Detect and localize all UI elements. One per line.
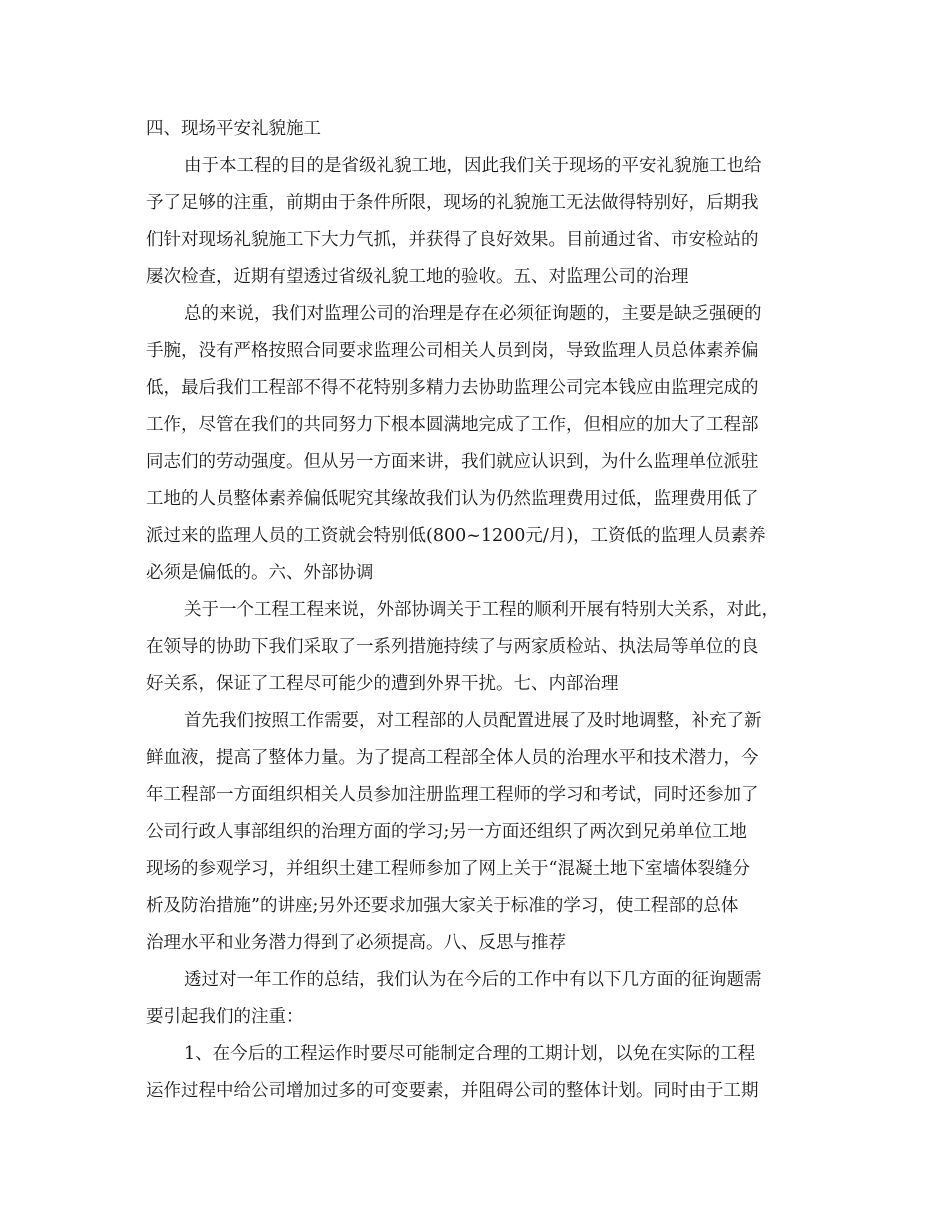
list-item-line: 运作过程中给公司增加过多的可变要素，并阻碍公司的整体计划。同时由于工期 [146,1081,759,1101]
paragraph-line: 予了足够的注重，前期由于条件所限，现场的礼貌施工无法做得特别好，后期我 [146,193,759,213]
list-item-line: 1、在今后的工程运作时要尽可能制定合理的工期计划，以免在实际的工程 [184,1044,756,1064]
paragraph-line: 关于一个工程工程来说，外部协调关于工程的顺利开展有特别大关系，对此， [184,600,779,620]
paragraph-line: 派过来的监理人员的工资就会特别低(800~1200元/月)，工资低的监理人员素养 [146,526,766,546]
paragraph-line: 由于本工程的目的是省级礼貌工地，因此我们关于现场的平安礼貌施工也给 [184,156,762,176]
paragraph-line: 鲜血液，提高了整体力量。为了提高工程部全体人员的治理水平和技术潜力，今 [146,748,759,768]
paragraph-line: 析及防治措施”的讲座;另外还要求加强大家关于标准的学习，使工程部的总体 [146,896,739,916]
paragraph-line: 低，最后我们工程部不得不花特别多精力去协助监理公司完本钱应由监理完成的 [146,378,759,398]
paragraph-line: 年工程部一方面组织相关人员参加注册监理工程师的学习和考试，同时还参加了 [146,785,759,805]
paragraph-line: 透过对一年工作的总结，我们认为在今后的工作中有以下几方面的征询题需 [184,970,762,990]
paragraph-line: 工作，尽管在我们的共同努力下根本圆满地完成了工作，但相应的加大了工程部 [146,415,759,435]
paragraph-line: 现场的参观学习，并组织土建工程师参加了网上关于“混凝土地下室墙体裂缝分 [146,859,750,879]
paragraph-line: 们针对现场礼貌施工下大力气抓，并获得了良好效果。目前通过省、市安检站的 [146,230,759,250]
paragraph-line: 总的来说，我们对监理公司的治理是存在必须征询题的，主要是缺乏强硬的 [184,304,762,324]
paragraph-line: 首先我们按照工作需要，对工程部的人员配置进展了及时地调整，补充了新 [184,711,762,731]
paragraph-line: 公司行政人事部组织的治理方面的学习;另一方面还组织了两次到兄弟单位工地 [146,822,747,842]
paragraph-line: 同志们的劳动强度。但从另一方面来讲，我们就应认识到，为什么监理单位派驻 [146,452,759,472]
paragraph-line: 必须是偏低的。六、外部协调 [146,563,374,583]
paragraph-line: 好关系，保证了工程尽可能少的遭到外界干扰。七、内部治理 [146,674,619,694]
paragraph-line: 治理水平和业务潜力得到了必须提高。八、反思与推荐 [146,933,566,953]
paragraph-line: 在领导的协助下我们采取了一系列措施持续了与两家质检站、执法局等单位的良 [146,637,759,657]
paragraph-line: 手腕，没有严格按照合同要求监理公司相关人员到岗，导致监理人员总体素养偏 [146,341,759,361]
paragraph-line: 工地的人员整体素养偏低呢究其缘故我们认为仍然监理费用过低，监理费用低了 [146,489,759,509]
section-heading-4: 四、现场平安礼貌施工 [146,119,321,139]
paragraph-line: 屡次检查，近期有望透过省级礼貌工地的验收。五、对监理公司的治理 [146,267,689,287]
paragraph-line: 要引起我们的注重： [146,1007,304,1027]
document-body [146,111,810,1110]
